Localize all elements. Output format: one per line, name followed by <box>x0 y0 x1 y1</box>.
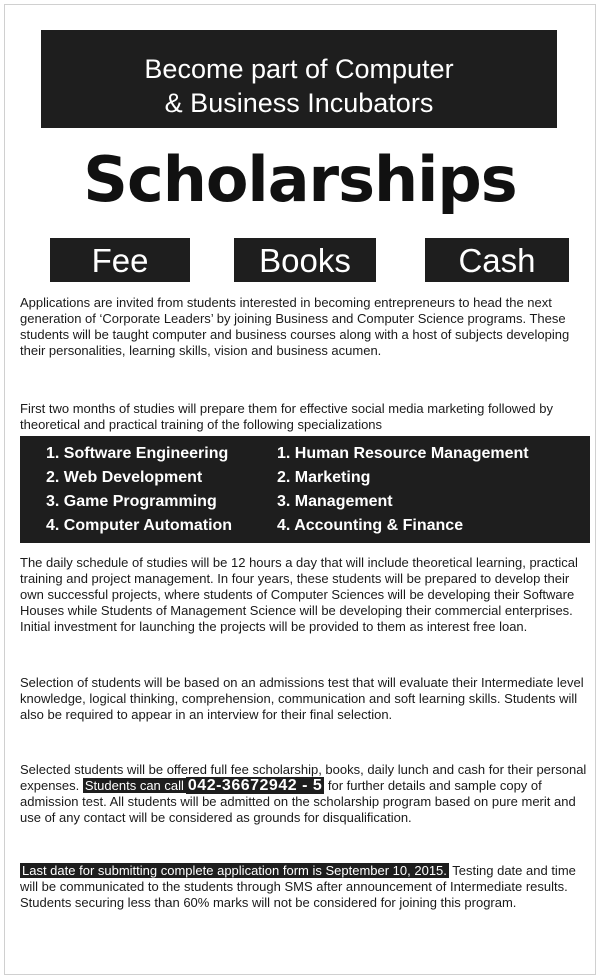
business-specializations <box>277 442 529 538</box>
deadline-highlight: Last date for submitting complete application form is September 10, 2015. <box>22 863 447 878</box>
specializations-box <box>20 436 590 543</box>
offer-paragraph <box>20 762 590 826</box>
intro-paragraph: Applications are invited from students interested in becoming entrepreneurs to head the next generation of ‘Corporate Leaders’ by joining Business and Computer Science programs. These students will be taught computer and business courses along with a host of subjects developing their personalities, learning skills, vision and business acumen. <box>20 295 570 358</box>
offer-details: for further details and sample copy of admission test. All students will be admitted on the scholarship program based on pure merit and use of any contact will be considered as grounds for disqualification. <box>20 778 576 825</box>
schedule-paragraph: The daily schedule of studies will be 12 hours a day that will include theoretical learning, practical training and project management. In four years, these students will be prepared to develop their own successful projects, where students of Computer Sciences will be developing their Software Houses while Students of Management Science will be developing their commercial enterprises. Initial investment for launching the projects will be provided to them as interest free loan. <box>20 555 578 634</box>
header-line-1: Become part of Computer <box>144 54 454 84</box>
offer-text: Selected students will be offered full fee scholarship, books, daily lunch and cash for their personal expenses. <box>20 762 587 793</box>
computer-specializations <box>46 442 232 538</box>
main-title: Scholarships <box>83 143 517 216</box>
training-paragraph: First two months of studies will prepare them for effective social media marketing followed by theoretical and practical training of the following specializations <box>20 401 553 432</box>
spec-item: 2. Marketing <box>277 469 371 486</box>
selection-paragraph: Selection of students will be based on an admissions test that will evaluate their Intermediate level knowledge, logical thinking, comprehension, communication and soft learning skills. Students will also be required to appear in an interview for their final selection. <box>20 675 584 722</box>
spec-item: 4. Accounting & Finance <box>277 517 464 534</box>
spec-item: 2. Web Development <box>46 469 203 486</box>
spec-item: 1. Software Engineering <box>46 445 229 462</box>
benefit-books: Books <box>234 238 376 282</box>
spec-item: 1. Human Resource Management <box>277 445 529 462</box>
header-banner <box>41 30 557 128</box>
spec-item: 3. Game Programming <box>46 493 217 510</box>
header-line-2: & Business Incubators <box>164 88 434 118</box>
spec-item: 3. Management <box>277 493 393 510</box>
phone-number: 042-36672942 - 5 <box>187 777 323 794</box>
deadline-details: Testing date and time will be communicated to the students through SMS after announcement of Intermediate results. Students securing less than 60% marks will not be considered for joining this program. <box>20 863 576 910</box>
deadline-paragraph <box>20 863 590 911</box>
call-highlight: Students can call <box>84 778 184 793</box>
benefit-cash: Cash <box>425 238 569 282</box>
benefit-fee: Fee <box>50 238 190 282</box>
spec-item: 4. Computer Automation <box>46 517 233 534</box>
